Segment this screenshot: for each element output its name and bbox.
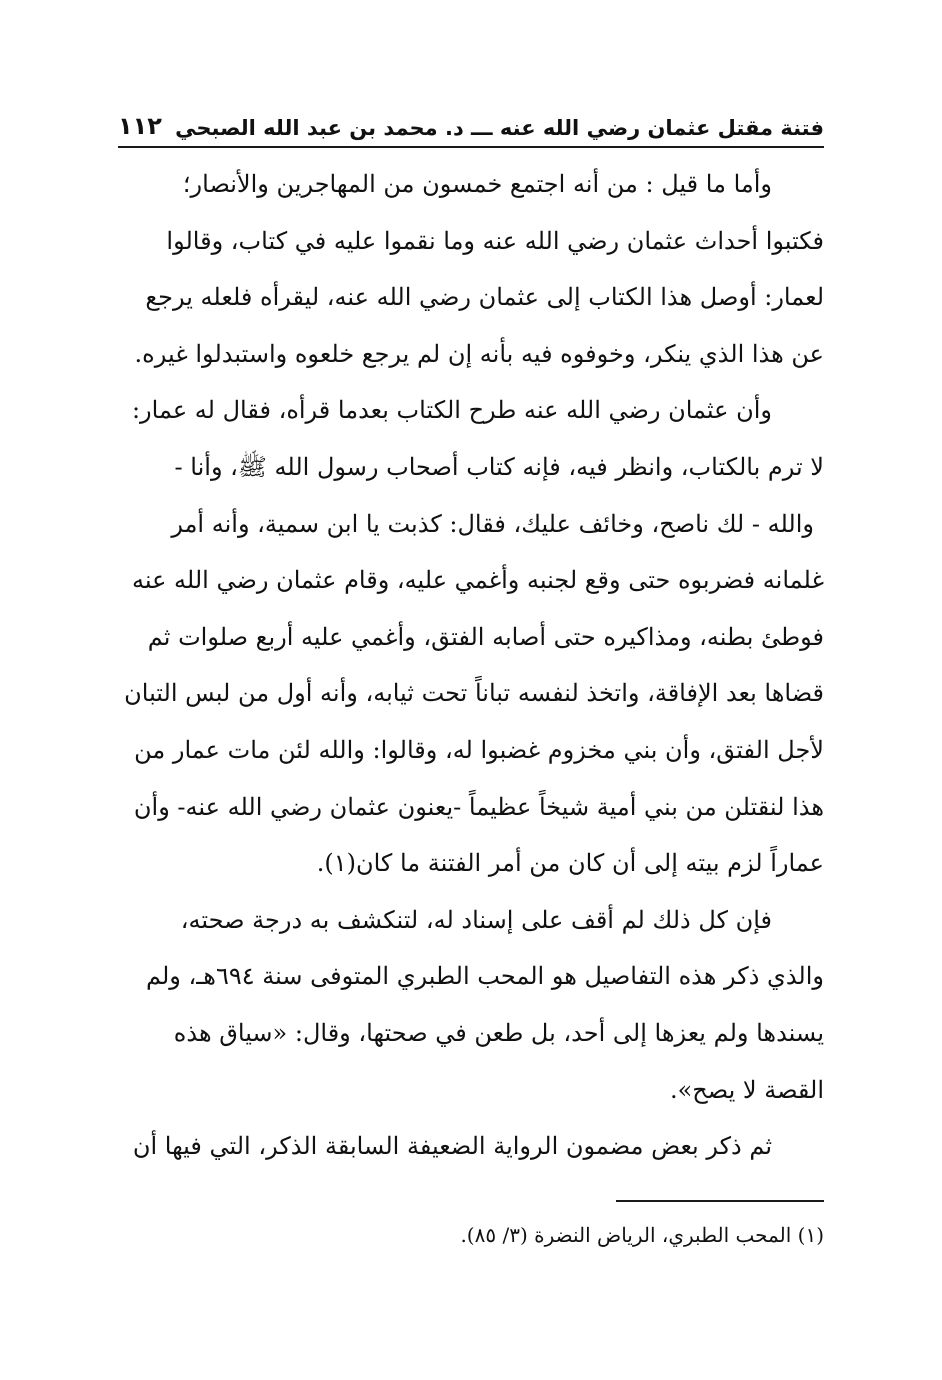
body-text <box>118 156 824 1175</box>
text-line: عماراً لزم بيته إلى أن كان من أمر الفتنة ما كان(١). <box>316 849 824 878</box>
paragraph <box>118 1118 824 1175</box>
text-line: وأما ما قيل : من أنه اجتمع خمسون من المهاجرين والأنصار؛ <box>182 170 772 198</box>
text-line: والذي ذكر هذه التفاصيل هو المحب الطبري المتوفى سنة ٦٩٤هـ، ولم <box>146 962 824 991</box>
text-line: لأجل الفتق، وأن بني مخزوم غضبوا له، وقالوا: والله لئن مات عمار من <box>134 735 824 764</box>
text-line: القصة لا يصح». <box>669 1075 824 1104</box>
text-line: هذا لنقتلن من بني أمية شيخاً عظيماً -يعنون عثمان رضي الله عنه- وأن <box>133 792 824 821</box>
text-line: لا ترم بالكتاب، وانظر فيه، فإنه كتاب أصحاب رسول الله ﷺ، وأنا - <box>174 452 824 481</box>
text-line: غلمانه فضربوه حتى وقع لجنبه وأغمي عليه، وقام عثمان رضي الله عنه <box>131 566 824 595</box>
paragraph <box>118 156 824 382</box>
text-line: لعمار: أوصل هذا الكتاب إلى عثمان رضي الله عنه، ليقرأه فلعله يرجع <box>145 283 824 312</box>
page-number: ١١٢ <box>118 112 162 140</box>
page-header <box>118 104 824 148</box>
text-line: والله - لك ناصح، وخائف عليك، فقال: كذبت يا ابن سمية، وأنه أمر <box>171 509 814 538</box>
footnote-separator <box>616 1200 824 1202</box>
text-line: فإن كل ذلك لم أقف على إسناد له، لتنكشف به درجة صحته، <box>180 905 772 934</box>
text-line: عن هذا الذي ينكر، وخوفوه فيه بأنه إن لم يرجع خلعوه واستبدلوا غيره. <box>134 339 824 368</box>
paragraph <box>118 382 824 891</box>
text-line: يسندها ولم يعزها إلى أحد، بل طعن في صحتها، وقال: «سياق هذه <box>173 1018 824 1047</box>
text-line: فوطئ بطنه، ومذاكيره حتى أصابه الفتق، وأغمي عليه أربع صلوات ثم <box>147 622 824 651</box>
text-line: فكتبوا أحداث عثمان رضي الله عنه وما نقموا عليه في كتاب، وقالوا <box>166 226 824 255</box>
text-line: ثم ذكر بعض مضمون الرواية الضعيفة السابقة الذكر، التي فيها أن <box>132 1132 772 1161</box>
text-line: قضاها بعد الإفاقة، واتخذ لنفسه تباناً تحت ثيابه، وأنه أول من لبس التبان <box>124 679 824 708</box>
header-title: فتنة مقتل عثمان رضي الله عنه ـــ د. محمد بن عبد الله الصبحي <box>175 116 824 140</box>
text-line: وأن عثمان رضي الله عنه طرح الكتاب بعدما قرأه، فقال له عمار: <box>131 396 772 425</box>
paragraph <box>118 892 824 1118</box>
footnote: (١) المحب الطبري، الرياض النضرة (٣/ ٨٥). <box>460 1223 824 1247</box>
